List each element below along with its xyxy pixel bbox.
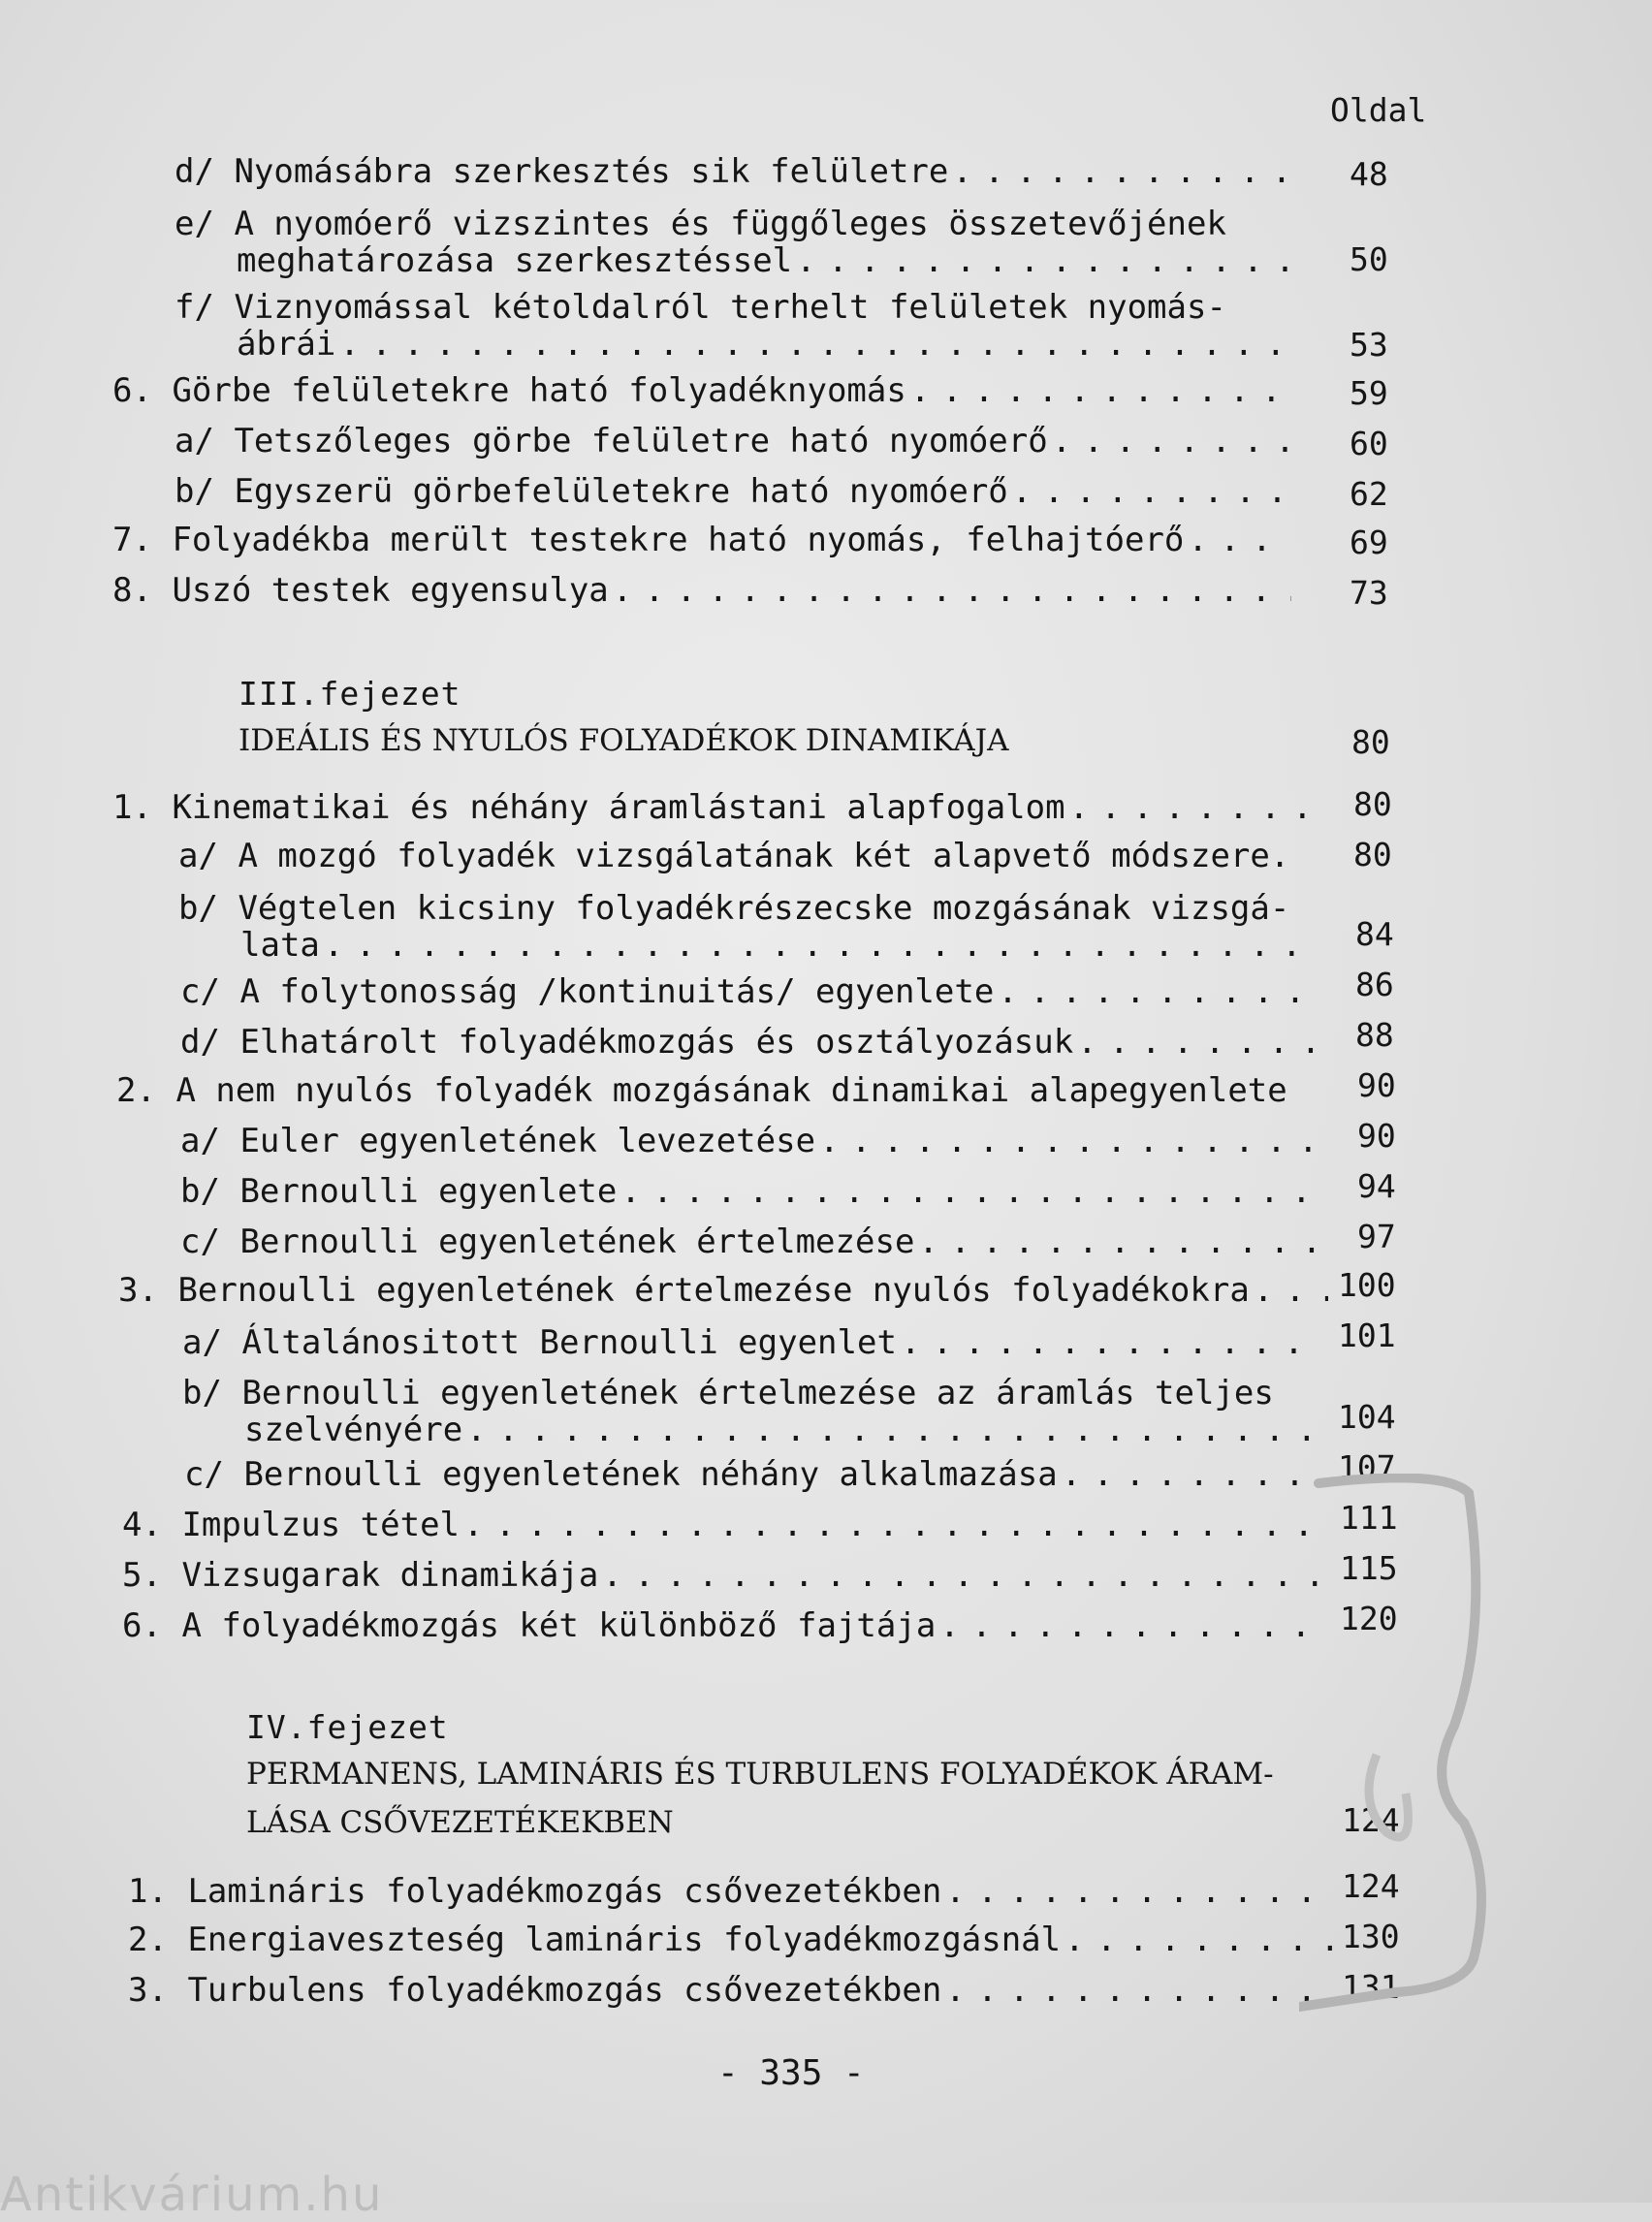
page-number: 48 [1350, 155, 1388, 193]
page-number: 69 [1350, 524, 1388, 561]
toc-entry: 4. Impulzus tétel . . . [122, 1507, 1334, 1543]
page-number: 100 [1338, 1266, 1396, 1304]
toc-entry: c/ A folytonosság /kontinuitás/ egyenlete . . . [180, 973, 1320, 1010]
page-number: 73 [1350, 574, 1388, 612]
page-number: 97 [1357, 1218, 1396, 1255]
toc-entry: f/ Viznyomással kétoldalról terhelt felületek nyomás- ábrái . . . [175, 289, 1295, 363]
toc-entry: 5. Vizsugarak dinamikája . . . [122, 1557, 1334, 1594]
page-number: 101 [1338, 1317, 1396, 1354]
toc-entry: b/ Egyszerü görbefelületekre ható nyomóerő . . . [175, 473, 1295, 510]
page-number: 130 [1342, 1918, 1400, 1955]
toc-entry: 3. Bernoulli egyenletének értelmezése nyulós folyadékokra . . . [118, 1272, 1332, 1309]
toc-entry: 6. A folyadékmozgás két különböző fajtája . . . [122, 1607, 1334, 1644]
chapter-label: III.fejezet [238, 675, 461, 713]
page-number: 111 [1340, 1499, 1398, 1537]
toc-entry: a/ A mozgó folyadék vizsgálatának két alapvető módszere. [178, 837, 1290, 875]
toc-entry: b/ Végtelen kicsiny folyadékrészecske mozgásának vizsgá- lata . . . [178, 890, 1322, 964]
page-number: 124 [1342, 1867, 1400, 1905]
page-number: 90 [1357, 1117, 1396, 1155]
toc-entry: 7. Folyadékba merült testekre ható nyomás, felhajtóerő . . . [112, 522, 1295, 558]
page-number: 107 [1338, 1448, 1396, 1486]
chapter-label: IV.fejezet [246, 1708, 449, 1746]
toc-entry: e/ A nyomóerő vizszintes és függőleges összetevőjének meghatározása szerkesztéssel . . . [175, 206, 1295, 279]
toc-entry: a/ Tetszőleges görbe felületre ható nyomóerő . . . [175, 423, 1295, 460]
toc-entry: 1. Lamináris folyadékmozgás csővezetékben . . . [128, 1873, 1340, 1910]
page-number: 60 [1350, 425, 1388, 462]
page-column-header: Oldal [1330, 91, 1427, 129]
chapter-title: PERMANENS, LAMINÁRIS ÉS TURBULENS FOLYADÉKOK ÁRAM- [246, 1757, 1274, 1792]
toc-entry: a/ Általánositott Bernoulli egyenlet . . . [182, 1324, 1326, 1361]
page-number: 88 [1355, 1016, 1394, 1054]
page-number: 80 [1353, 836, 1392, 873]
page-number: 90 [1357, 1066, 1396, 1104]
page-number: 131 [1342, 1968, 1400, 2006]
chapter-title: IDEÁLIS ÉS NYULÓS FOLYADÉKOK DINAMIKÁJA [238, 723, 1009, 758]
pencil-bracket-mark [1299, 1474, 1503, 2016]
chapter-title: LÁSA CSŐVEZETÉKEKBEN [246, 1805, 674, 1840]
toc-entry: 2. Energiaveszteség lamináris folyadékmozgásnál . . . [128, 1921, 1340, 1958]
page-number: 53 [1350, 326, 1388, 364]
toc-entry: c/ Bernoulli egyenletének néhány alkalmazása . . . [184, 1456, 1328, 1493]
toc-entry: 1. Kinematikai és néhány áramlástani alapfogalom . . . [112, 789, 1315, 826]
toc-entry: b/ Bernoulli egyenletének értelmezése az áramlás teljes szelvényére . . . [182, 1375, 1326, 1448]
page-number: 84 [1355, 915, 1394, 953]
page-number: 86 [1355, 966, 1394, 1003]
page-number: 80 [1351, 723, 1390, 761]
toc-entry: c/ Bernoulli egyenletének értelmezése . . . [180, 1223, 1324, 1260]
page-number: 94 [1357, 1167, 1396, 1205]
page-number: 80 [1353, 785, 1392, 823]
toc-entry: 6. Görbe felületekre ható folyadéknyomás . . . [112, 372, 1295, 409]
toc-entry: 3. Turbulens folyadékmozgás csővezetékben . . . [128, 1972, 1340, 2009]
page-number: 50 [1350, 240, 1388, 278]
page-number: 62 [1350, 475, 1388, 513]
toc-entry: 8. Uszó testek egyensulya . . . [112, 572, 1295, 609]
page-number: 115 [1340, 1549, 1398, 1587]
page-number: 124 [1342, 1801, 1400, 1839]
toc-entry: b/ Bernoulli egyenlete . . . [180, 1173, 1324, 1210]
watermark-text: Antikvárium.hu [0, 2168, 384, 2222]
toc-entry: 2. A nem nyulós folyadék mozgásának dinamikai alapegyenlete [116, 1071, 1287, 1110]
toc-entry: d/ Nyomásábra szerkesztés sik felületre . . . [175, 153, 1295, 190]
toc-entry: a/ Euler egyenletének levezetése . . . [180, 1123, 1324, 1159]
page-number: 104 [1338, 1398, 1396, 1436]
page-number: 120 [1340, 1600, 1398, 1637]
page-number: 59 [1350, 374, 1388, 412]
toc-entry: d/ Elhatárolt folyadékmozgás és osztályozásuk . . . [180, 1024, 1320, 1061]
page-footer-number: - 335 - [717, 2053, 865, 2093]
